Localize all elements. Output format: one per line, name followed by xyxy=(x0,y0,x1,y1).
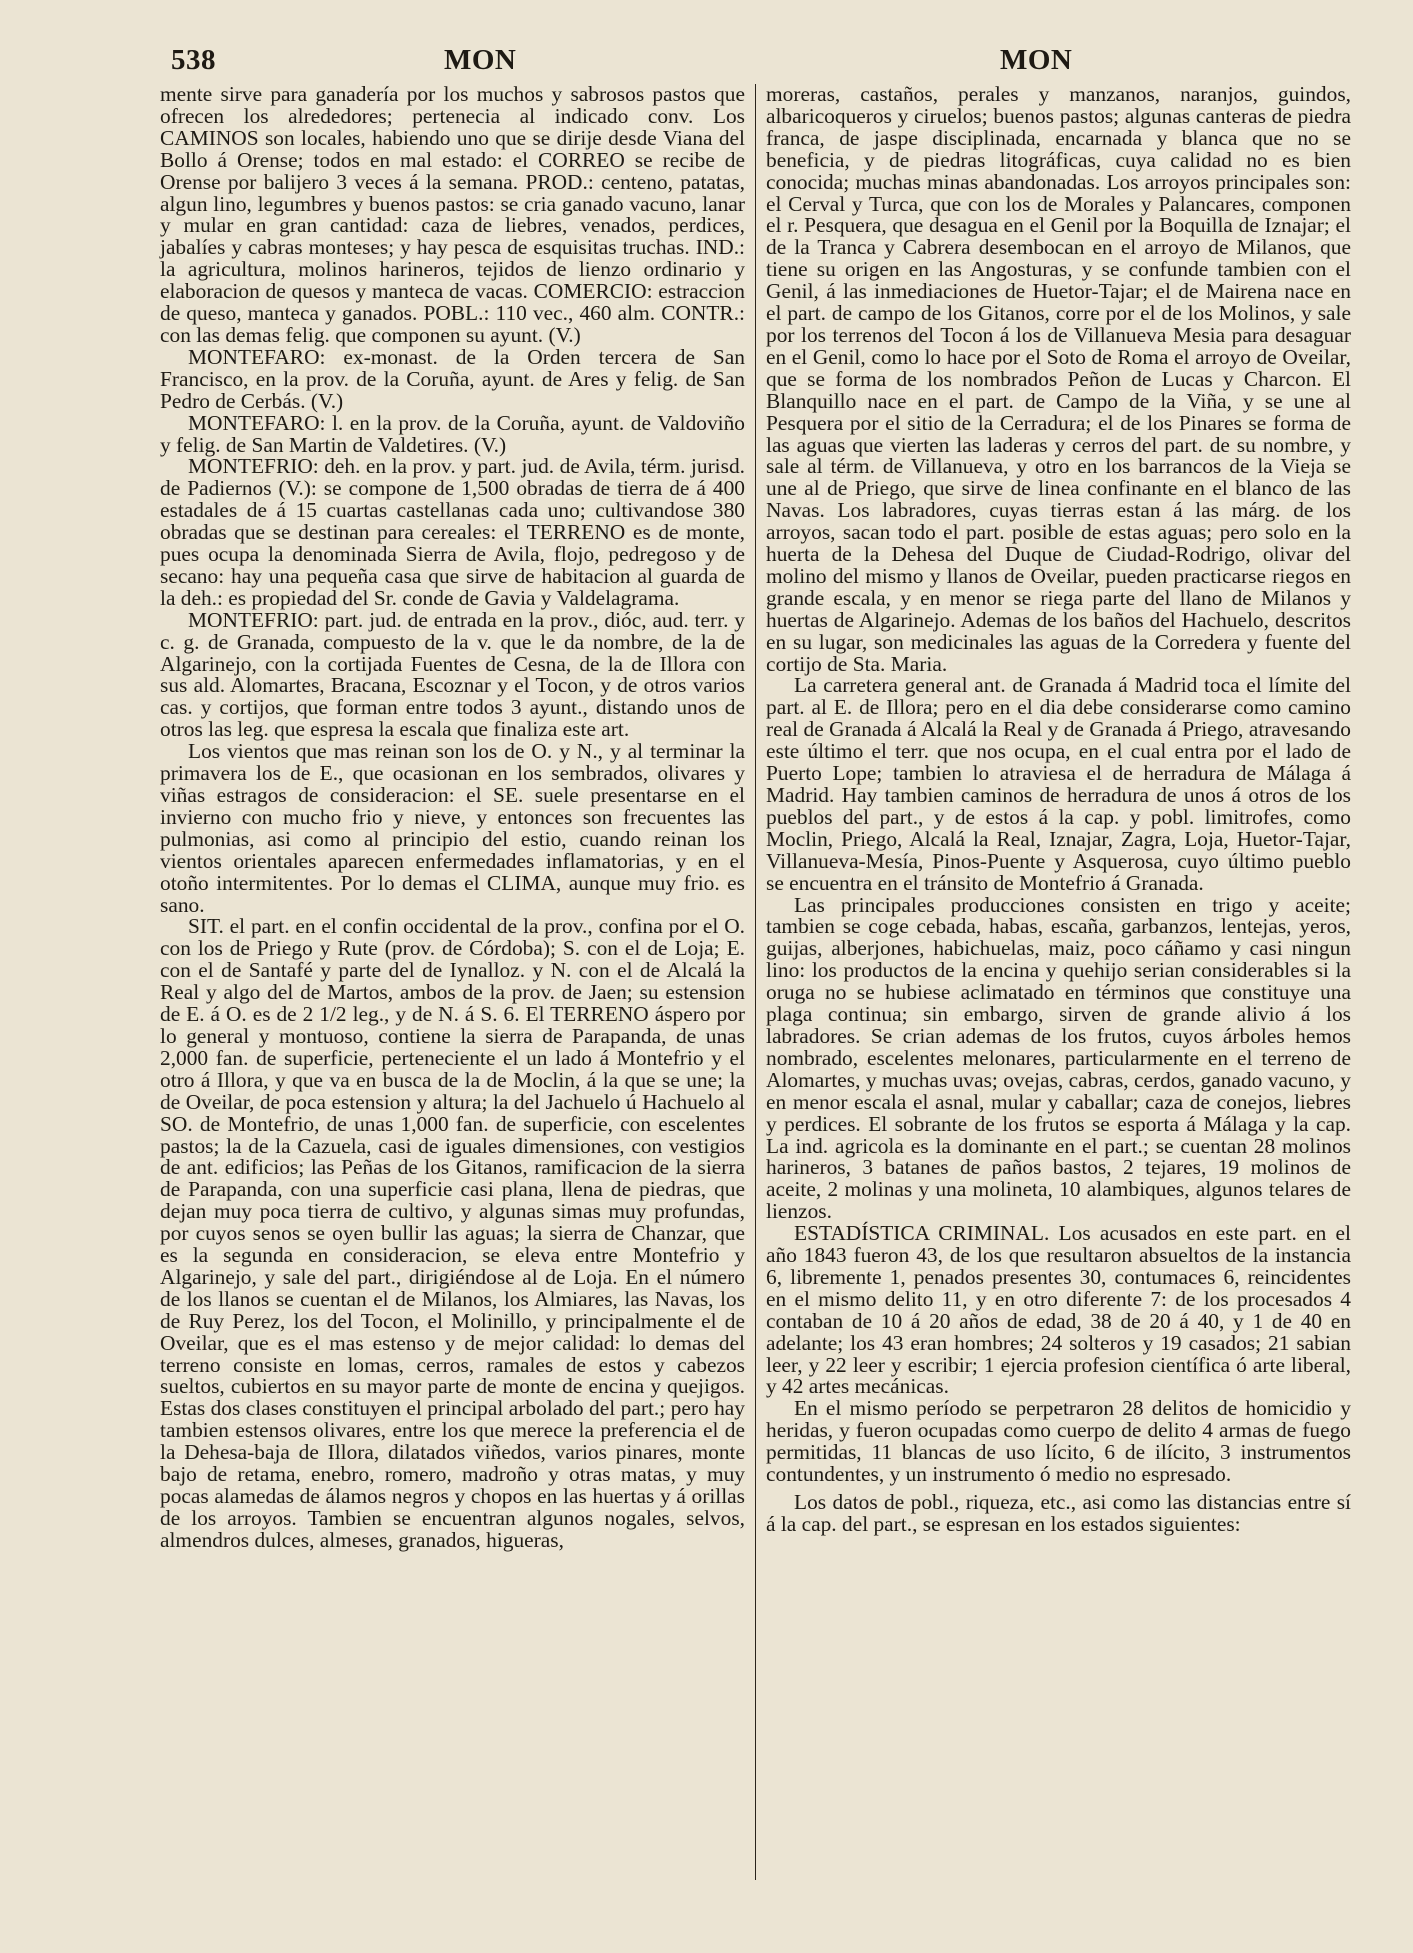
paragraph: mente sirve para ganadería por los muchos y sabrosos pastos que ofrecen los alrededores; pertenecia al indicado conv. Los CAMINOS son locales, habiendo uno que se dirije desde Viana del Bollo á Orense; todos en mal estado: el CORREO se recibe de Orense por balijero 3 veces á la semana. PROD.: centeno, patatas, algun lino, legumbres y buenos pastos: se cria ganado vacuno, lanar y mular en gran cantidad: caza de liebres, venados, perdices, jabalíes y cabras monteses; y hay pesca de esquisitas truchas. IND.: la agricultura, molinos harineros, tejidos de lienzo ordinario y elaboracion de quesos y manteca de vacas. COMERCIO: estraccion de queso, manteca y ganados. POBL.: 110 vec., 460 alm. CONTR.: con las demas felig. que componen su ayunt. (V.) xyxy=(160,82,745,347)
paragraph: MONTEFRIO: deh. en la prov. y part. jud. de Avila, térm. jurisd. de Padiernos (V.): se compone de 1,500 obradas de tierra de á 400 estadales de á 15 cuartas castellanas cada uno; cultivandose 380 obradas que se destinan para cereales: el TERRENO es de monte, pues ocupa la denominada Sierra de Avila, flojo, pedregoso y de secano: hay una pequeña casa que sirve de habitacion al guarda de la deh.: es propiedad del Sr. conde de Gavia y Valdelagrama. xyxy=(160,454,745,610)
left-running-head: MON xyxy=(444,44,517,76)
paragraph: Los datos de pobl., riqueza, etc., asi como las distancias entre sí á la cap. del part., se espresan en los estados siguientes: xyxy=(766,1490,1351,1536)
right-running-head: MON xyxy=(1000,44,1073,76)
paragraph: Los vientos que mas reinan son los de O. y N., y al terminar la primavera los de E., que ocasionan en los sembrados, olivares y viñas estragos de consideracion: el SE. suele presentarse en el invierno con mucho frio y nieve, y entonces son frecuentes las pulmonias, asi como al principio del estio, cuando reinan los vientos orientales aparecen enfermedades inflamatorias, y en el otoño intermitentes. Por lo demas el CLIMA, aunque muy frio. es sano. xyxy=(160,739,745,917)
left-column xyxy=(160,84,745,1552)
page-number: 538 xyxy=(171,44,216,76)
paragraph: La carretera general ant. de Granada á Madrid toca el límite del part. al E. de Illora; pero en el dia debe considerarse como camino real de Granada á Alcalá la Real y de Granada á Priego, atravesando este último el terr. que nos ocupa, en el cual entra por el lado de Puerto Lope; tambien lo atraviesa el de herradura de Málaga á Madrid. Hay tambien caminos de herradura de unos á otros de los pueblos del part., y de estos á la cap. y pobl. limitrofes, como Moclin, Priego, Alcalá la Real, Iznajar, Zagra, Loja, Huetor-Tajar, Villanueva-Mesía, Pinos-Puente y Asquerosa, cuyo último pueblo se encuentra en el tránsito de Montefrio á Granada. xyxy=(766,673,1351,895)
column-divider xyxy=(755,84,756,1880)
paragraph: MONTEFRIO: part. jud. de entrada en la prov., dióc, aud. terr. y c. g. de Granada, compuesto de la v. que le da nombre, de la de Algarinejo, con la cortijada Fuentes de Cesna, de la de Illora con sus ald. Alomartes, Bracana, Escoznar y el Tocon, y de otros varios cas. y cortijos, que forman entre todos 3 ayunt., distando unos de otros las leg. que espresa la escala que finaliza este art. xyxy=(160,607,745,742)
paragraph: moreras, castaños, perales y manzanos, naranjos, guindos, albaricoqueros y ciruelos; buenos pastos; algunas canteras de piedra franca, de jaspe disciplinada, encarnada y blanca que no se beneficia, y de piedras litográficas, cuya calidad no es bien conocida; muchas minas abandonadas. Los arroyos principales son: el Cerval y Turca, que con los de Morales y Palancares, componen el r. Pesquera, que desagua en el Genil por la Boquilla de Iznajar; el de la Tranca y Cabrera desembocan en el arroyo de Milanos, que tiene su origen en las Angosturas, y se confunde tambien con el Genil, á las inmediaciones de Huetor-Tajar; el de Mairena nace en el part. de campo de los Gitanos, corre por el de los Molinos, y sale por los terrenos del Tocon á los de Villanueva Mesia para desaguar en el Genil, como lo hace por el Soto de Roma el arroyo de Oveilar, que se forma de los nombrados Peñon de Lucas y Charcon. El Blanquillo nace en el part. de Campo de la Viña, y se une al Pesquera por el sitio de la Cerradura; el de los Pinares se forma de las aguas que vierten las laderas y cerros del part. de su nombre, y sale al térm. de Villanueva, y otro en los barrancos de la Vieja se une al de Priego, que sirve de linea confinante en el blanco de las Navas. Los labradores, cuyas tierras estan á las márg. de los arroyos, sacan todo el part. posible de estas aguas; pero solo en la huerta de la Dehesa del Duque de Ciudad-Rodrigo, olivar del molino del mismo y llanos de Oveilar, pueden practicarse riegos en grande escala, y en menor se riega parte del llano de Milanos y huertas de Algarinejo. Ademas de los baños del Hachuelo, descritos en su lugar, son medicinales las aguas de la Corredera y fuente del cortijo de Sta. Maria. xyxy=(766,82,1351,676)
paragraph: SIT. el part. en el confin occidental de la prov., confina por el O. con los de Priego y Rute (prov. de Córdoba); S. con el de Loja; E. con el de Santafé y parte del de Iynalloz. y N. con el de Alcalá la Real y algo del de Martos, ambos de la prov. de Jaen; su estension de E. á O. es de 2 1/2 leg., y de N. á S. 6. El TERRENO áspero por lo general y montuoso, contiene la sierra de Parapanda, de unas 2,000 fan. de superficie, perteneciente el un lado á Montefrio y el otro á Illora, y que va en busca de la de Moclin, á la que se une; la de Oveilar, de poca estension y altura; la del Jachuelo ú Hachuelo al SO. de Montefrio, de unas 1,000 fan. de superficie, con escelentes pastos; la de la Cazuela, casi de iguales dimensiones, con vestigios de ant. edificios; las Peñas de los Gitanos, ramificacion de la sierra de Parapanda, con una superficie casi plana, llena de piedras, que dejan muy poca tierra de cultivo, y algunas simas muy profundas, por cuyos senos se oyen bullir las aguas; la sierra de Chanzar, que es la segunda en consideracion, se eleva entre Montefrio y Algarinejo, y sale del part., dirigiéndose al de Loja. En el número de los llanos se cuentan el de Milanos, los Almiares, las Navas, los de Ruy Perez, los del Tocon, el Molinillo, y principalmente el de Oveilar, que es el mas estenso y de mejor calidad: lo demas del terreno consiste en lomas, cerros, ramales de estos y cabezos sueltos, cubiertos en su mayor parte de monte de encina y quejigos. Estas dos clases constituyen el principal arbolado del part.; pero hay tambien estensos olivares, entre los que merece la preferencia el de la Dehesa-baja de Illora, dilatados viñedos, varios pinares, monte bajo de retama, enebro, romero, madroño y otras matas, y muy pocas alamedas de álamos negros y chopos en las huertas y á orillas de los arroyos. Tambien se encuentran algunos nogales, selvos, almendros dulces, almeses, granados, higueras, xyxy=(160,914,745,1552)
paragraph: MONTEFARO: l. en la prov. de la Coruña, ayunt. de Valdoviño y felig. de San Martin de Valdetires. (V.) xyxy=(160,410,745,457)
paragraph: ESTADÍSTICA CRIMINAL. Los acusados en este part. en el año 1843 fueron 43, de los que resultaron absueltos de la instancia 6, libremente 1, penados presentes 30, contumaces 6, reincidentes en el mismo delito 11, y en otro diferente 7: de los procesados 4 contaban de 10 á 20 años de edad, 38 de 20 á 40, y 1 de 40 en adelante; los 43 eran hombres; 24 solteros y 19 casados; 21 sabian leer, y 22 leer y escribir; 1 ejercia profesion científica ó arte liberal, y 42 artes mecánicas. xyxy=(766,1221,1351,1399)
paragraph: MONTEFARO: ex-monast. de la Orden tercera de San Francisco, en la prov. de la Coruña, ayunt. de Ares y felig. de San Pedro de Cerbás. (V.) xyxy=(160,344,745,413)
right-column xyxy=(766,84,1351,1536)
paragraph: Las principales producciones consisten en trigo y aceite; tambien se coge cebada, habas, escaña, garbanzos, lentejas, yeros, guijas, alberjones, habichuelas, maiz, poco cáñamo y casi ningun lino: los productos de la encina y quehijo serian considerables si la oruga no se hubiese aclimatado en términos que constituye una plaga continua; sin embargo, sirven de grande alivio á los labradores. Se crian ademas de los frutos, cuyos árboles hemos nombrado, escelentes melonares, particularmente en el terreno de Alomartes, y muchas uvas; ovejas, cabras, cerdos, ganado vacuno, y en menor escala el asnal, mular y caballar; caza de conejos, liebres y perdices. El sobrante de los frutos se esporta á Málaga y la cap. La ind. agricola es la dominante en el part.; se cuentan 28 molinos harineros, 3 batanes de paños bastos, 2 tejares, 19 molinos de aceite, 2 molinas y una molineta, 10 alambiques, algunos telares de lienzos. xyxy=(766,892,1351,1224)
paragraph: En el mismo período se perpetraron 28 delitos de homicidio y heridas, y fueron ocupadas como cuerpo de delito 4 armas de fuego permitidas, 11 blancas de uso lícito, 6 de ilícito, 3 instrumentos contundentes, y un instrumento ó medio no espresado. xyxy=(766,1396,1351,1487)
